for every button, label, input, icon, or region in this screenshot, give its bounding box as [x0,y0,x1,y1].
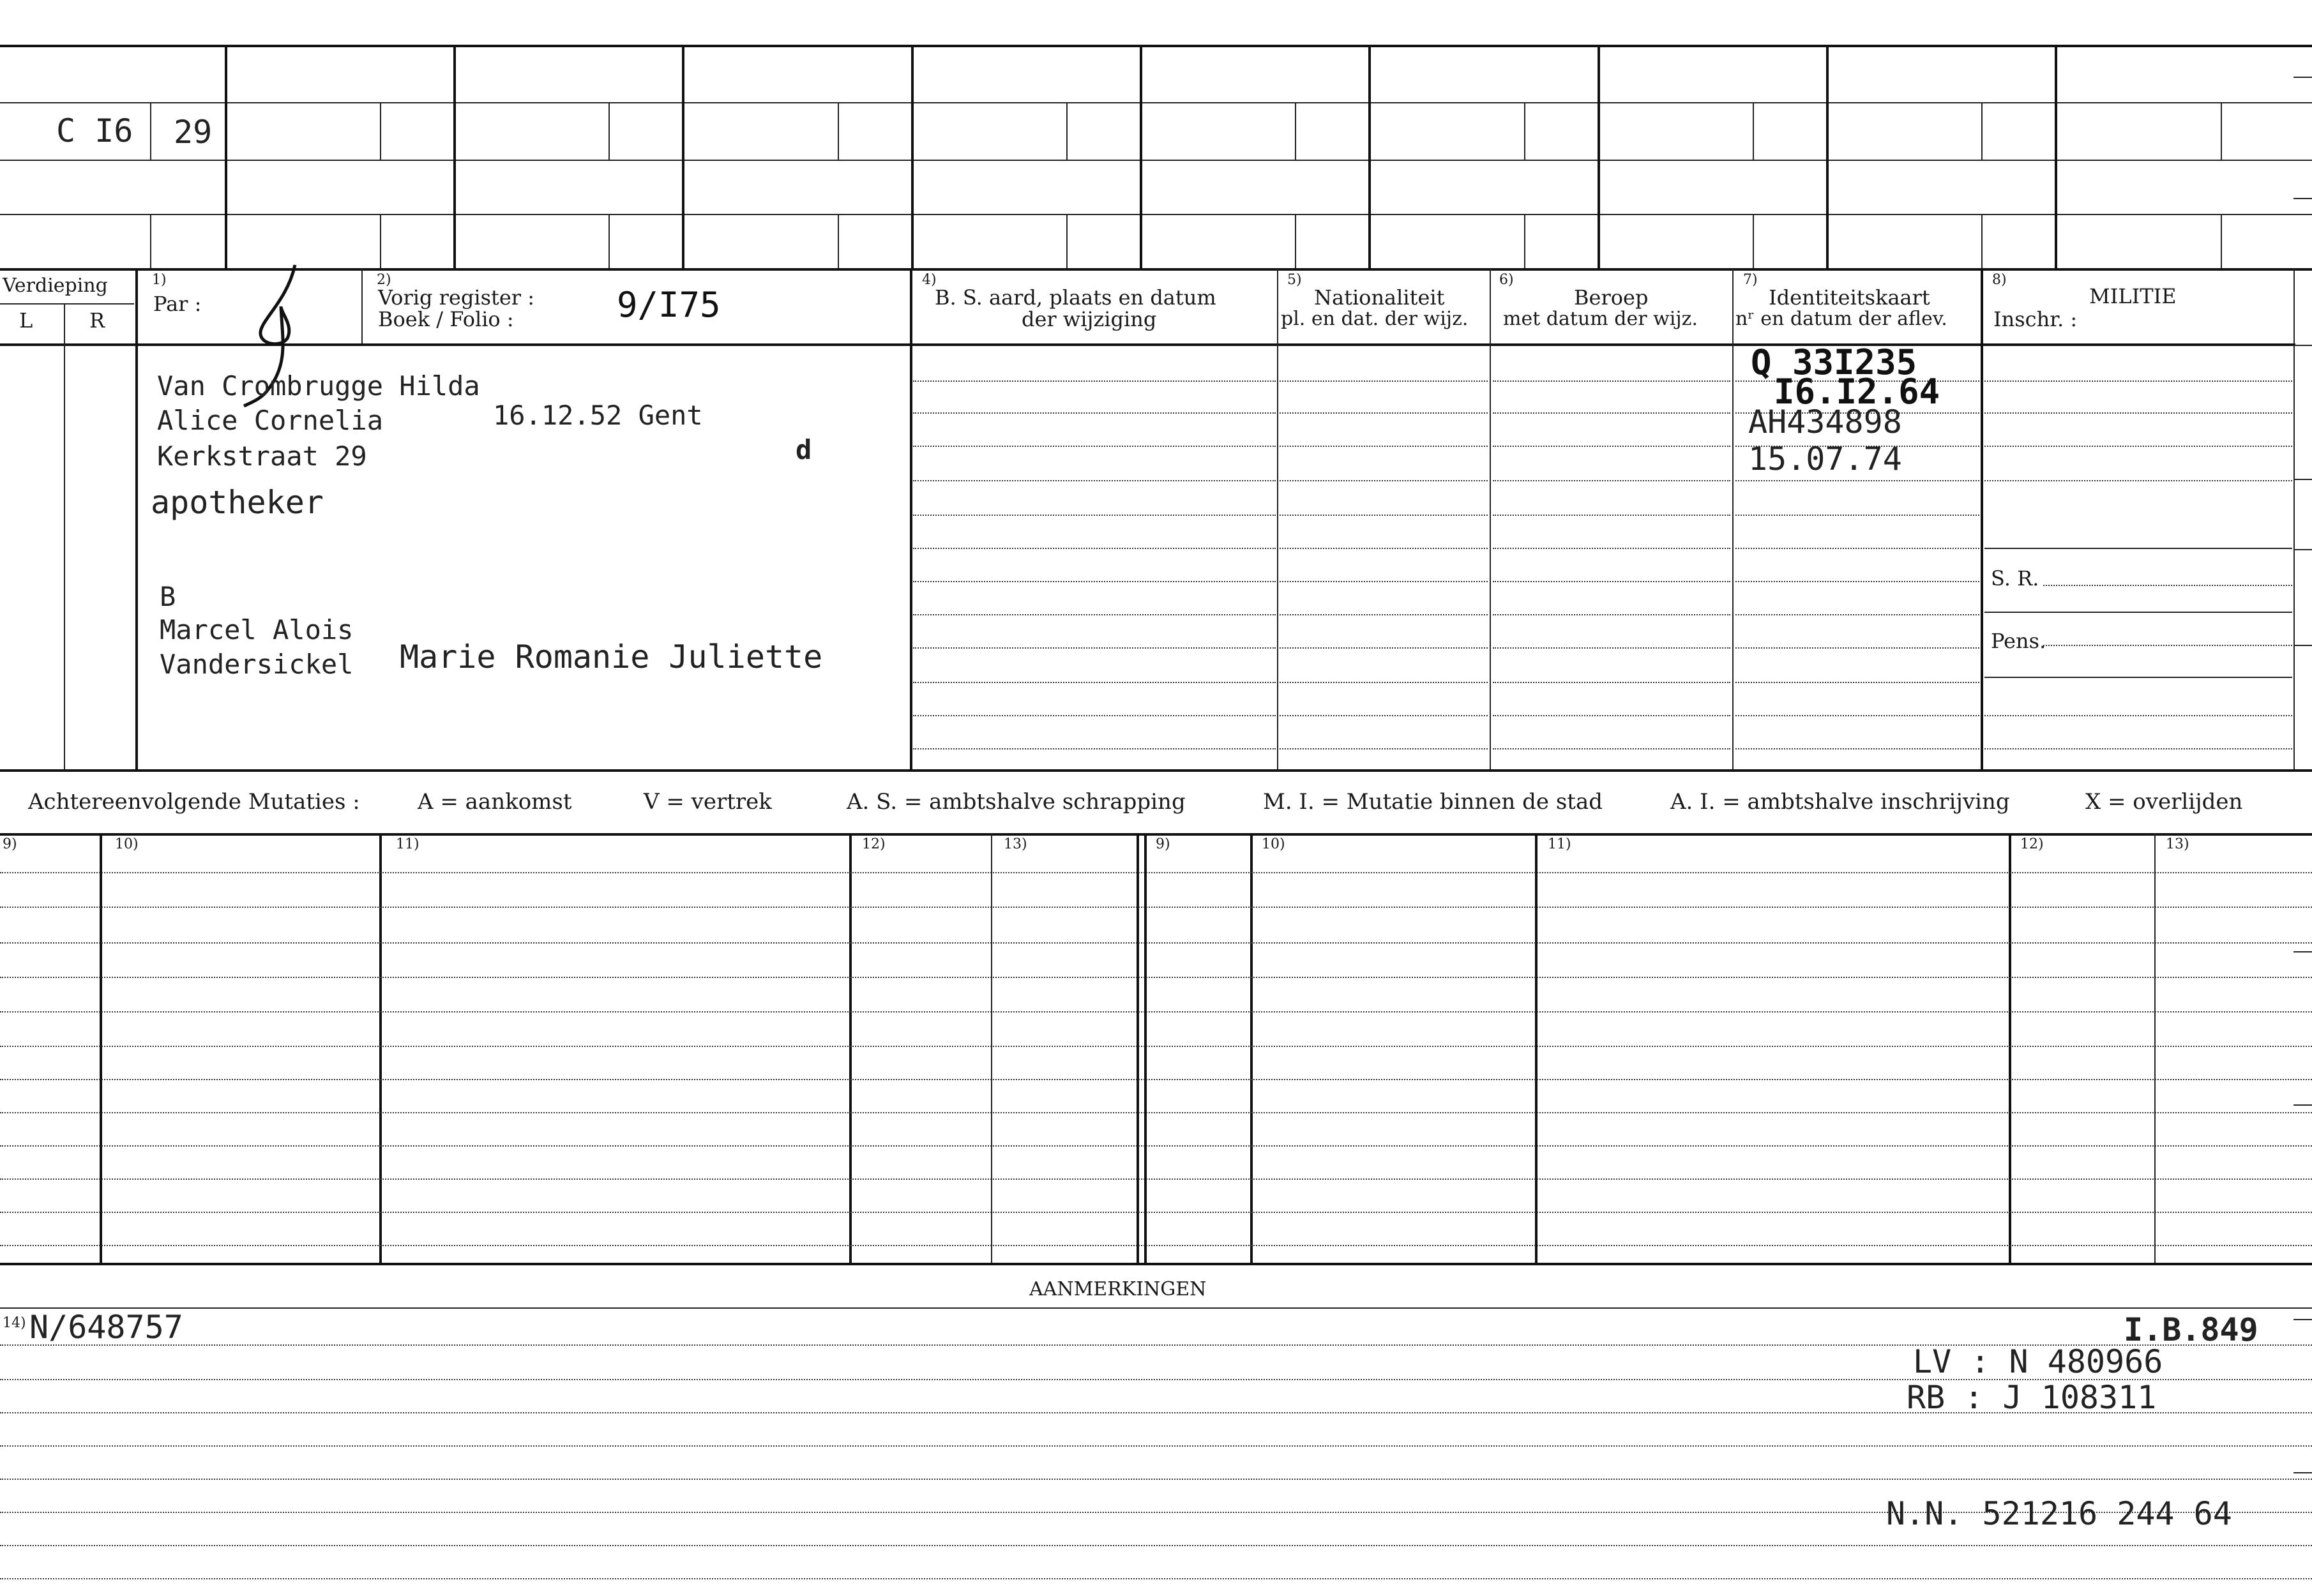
mutatie-binnen-stad: M. I. = Mutatie binnen de stad [1263,789,1603,815]
mutaties-title: Achtereenvolgende Mutaties : [28,789,360,815]
militie-label: MILITIE [2089,284,2177,308]
person-birth: 16.12.52 Gent [493,400,703,431]
person-mother-surname: Vandersickel [160,649,354,680]
mut-col-11-right: 11) [1548,836,1571,852]
person-address: Kerkstraat 29 [157,440,367,472]
verdieping-label: Verdieping [3,275,108,297]
vorig-register-label: Vorig register : [378,285,535,310]
rb-number: RB : J 108311 [1907,1379,2157,1416]
lv-number: LV : N 480966 [1913,1343,2163,1380]
identiteitskaart-label: Identiteitskaart [1769,285,1930,310]
mut-col-9-right: 9) [1156,836,1170,852]
aanmerkingen-title: AANMERKINGEN [1029,1278,1207,1300]
aanmerkingen-number: 14) [3,1315,26,1331]
ib-number: I.B.849 [2124,1311,2258,1348]
mut-col-12-right: 12) [2020,836,2044,852]
id-card-date-2: 15.07.74 [1748,440,1902,478]
col8-number: 8) [1992,272,2007,288]
inschr-label: Inschr. : [1993,307,2078,331]
identiteitskaart-sub-label: nʳ en datum der aflev. [1735,308,1947,330]
vorig-register-value: 9/I75 [617,285,721,325]
nationaliteit-label: Nationaliteit [1314,285,1445,310]
sr-label: S. R. [1991,566,2039,591]
mut-col-12-left: 12) [862,836,886,852]
mut-col-10-right: 10) [1262,836,1285,852]
mutatie-schrapping: A. S. = ambtshalve schrapping [847,789,1186,815]
person-b-label: B [160,581,176,612]
col2-number: 2) [377,272,391,288]
mut-col-10-left: 10) [115,836,139,852]
beroep-sub-label: met datum der wijz. [1503,308,1698,330]
der-wijziging-label: der wijziging [1022,307,1157,331]
mut-col-11-left: 11) [396,836,419,852]
col6-number: 6) [1499,272,1514,288]
id-card-date: I6.I2.64 [1774,372,1940,412]
mut-col-13-left: 13) [1004,836,1027,852]
mutatie-aankomst: A = aankomst [418,789,572,815]
beroep-label: Beroep [1574,285,1649,310]
n-number: N/648757 [29,1309,183,1346]
col4-number: 4) [922,272,937,288]
person-mother-names: Marie Romanie Juliette [400,638,823,675]
id-card-number: Q 33I235 [1751,342,1917,382]
id-card-number-2: AH434898 [1748,403,1902,440]
pens-label: Pens. [1991,629,2046,653]
mutatie-vertrek: V = vertrek [644,789,772,815]
nn-number: N.N. 521216 244 64 [1886,1495,2232,1532]
mut-col-9-left: 9) [3,836,17,852]
person-name-line: Van Crombrugge Hilda [157,370,480,402]
person-profession: apotheker [151,484,324,521]
verdieping-left-label: L [19,308,33,333]
mutatie-inschrijving: A. I. = ambtshalve inschrijving [1670,789,2010,815]
nationaliteit-sub-label: pl. en dat. der wijz. [1281,308,1469,330]
par-label: Par : [153,292,202,316]
verdieping-right-label: R [89,308,105,333]
bs-aard-label: B. S. aard, plaats en datum [935,285,1216,310]
col5-number: 5) [1287,272,1302,288]
register-code-number: 29 [174,114,213,151]
person-father: Marcel Alois [160,614,354,645]
person-marker: d [796,434,812,465]
mutatie-overlijden: X = overlijden [2085,789,2243,815]
mut-col-13-right: 13) [2166,836,2189,852]
register-code-letter: C I6 [56,112,133,149]
col7-number: 7) [1743,272,1758,288]
boek-folio-label: Boek / Folio : [378,307,514,331]
person-given-names: Alice Cornelia [157,405,384,436]
col1-number: 1) [152,272,167,288]
